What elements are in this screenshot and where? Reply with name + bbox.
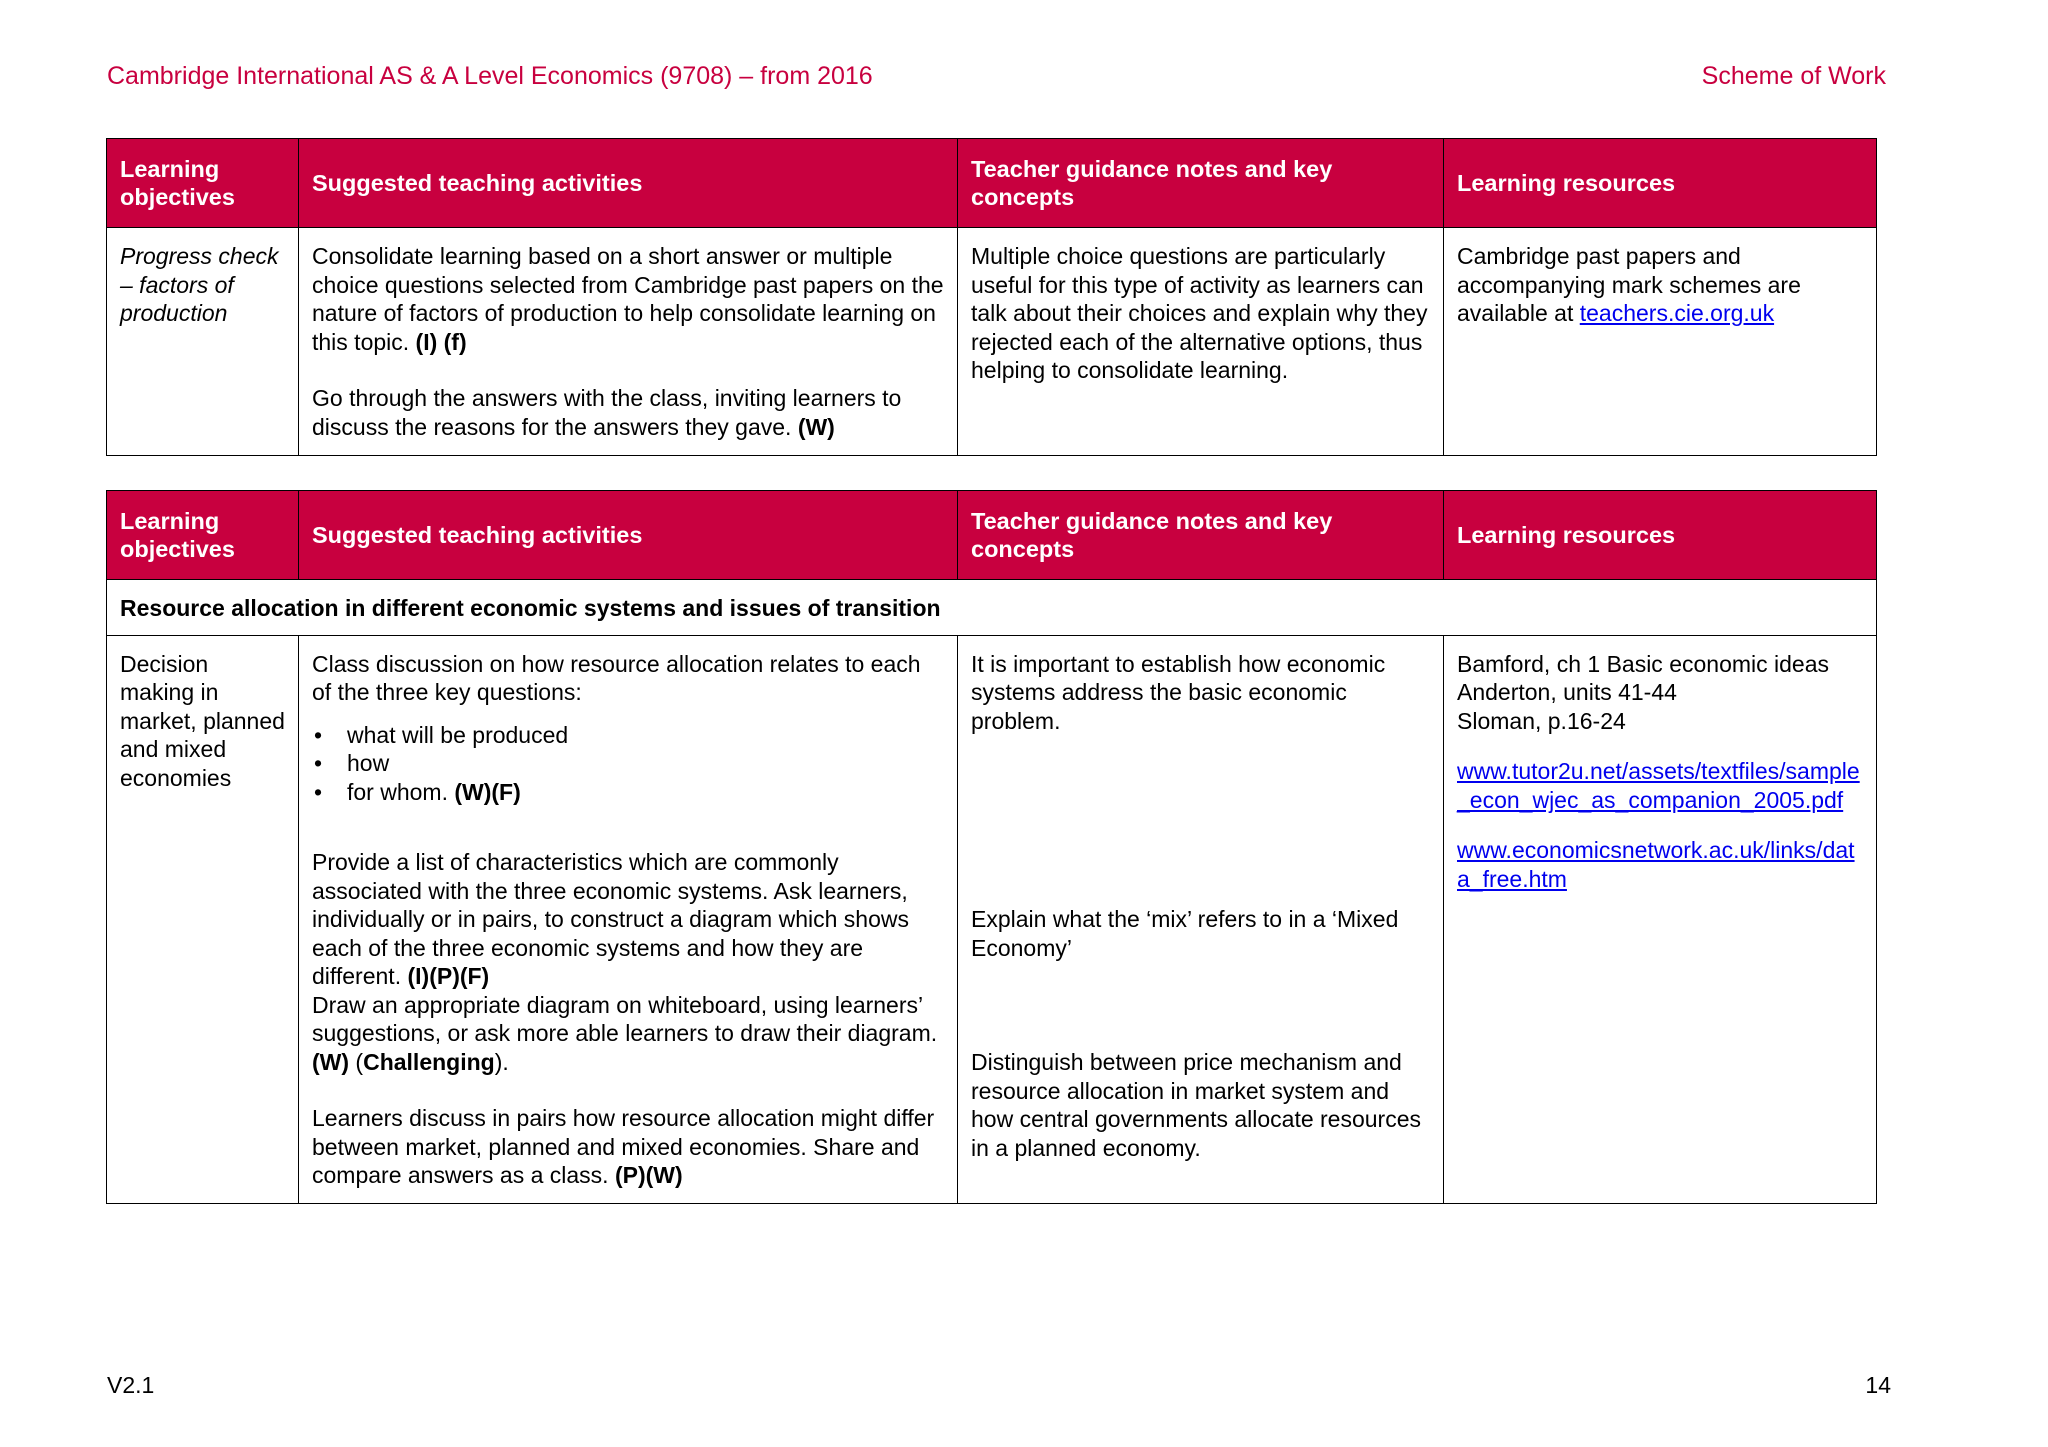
resource-line: Bamford, ch 1 Basic economic ideas [1457,650,1830,677]
resource-line: Sloman, p.16-24 [1457,707,1626,734]
table-row [107,228,1877,456]
guidance-notes-cell: Multiple choice questions are particularly useful for this type of activity as learners can talk about their choices and explain why they rejected each of the alternative options, thus helping to consolidate learning. [958,228,1444,456]
activity-tag: (W) [312,1048,350,1075]
table-header-row [107,139,1877,228]
learning-resources-cell [1444,635,1877,1203]
activity-text: Draw an appropriate diagram on whiteboard, using learners’ suggestions, or ask more able learners to draw their diagram. [312,991,938,1046]
activity-text: Go through the answers with the class, inviting learners to discuss the reasons for the answers they gave. [312,385,902,440]
list-item: • what will be produced [312,721,944,750]
activity-intro: Class discussion on how resource allocation relates to each of the three key questions: [312,650,921,705]
challenge-label: Challenging [363,1048,495,1075]
challenge-close: ). [494,1048,509,1075]
activity-tag: (P)(W) [614,1162,683,1188]
list-item [312,778,944,807]
header-guidance-notes: Teacher guidance notes and key concepts [958,139,1444,228]
guidance-text: Explain what the ‘mix’ refers to in a ‘Mixed Economy’ [971,906,1399,961]
resource-line: Anderton, units 41-44 [1457,679,1677,705]
scheme-table-progress-check [106,138,1877,456]
activity-tag: (I)(P)(F) [407,963,490,989]
activity-text: Consolidate learning based on a short answer or multiple choice questions selected from Cambridge past papers on the nature of factors of production to help consolidate learning on this topic. [312,243,944,355]
activity-tag: (I) (f) [415,328,467,355]
table-row [107,635,1877,1203]
table-header-row [107,491,1877,580]
page-number: 14 [1865,1372,1891,1398]
teaching-activities-cell [299,635,958,1203]
header-learning-objectives: Learning objectives [107,139,299,228]
scheme-table-resource-allocation [106,490,1877,1204]
header-learning-resources: Learning resources [1444,139,1877,228]
header-learning-objectives: Learning objectives [107,491,299,580]
teaching-activities-cell [299,228,958,456]
activity-text: Provide a list of characteristics which are commonly associated with the three economic systems. Ask learners, individually or in pairs, to construct a diagram which shows each of the three economic systems and how they are different. [312,849,909,989]
tutor2u-link[interactable]: www.tutor2u.net/assets/textfiles/sample_econ_wjec_as_companion_2005.pdf [1457,758,1860,813]
activity-tag: (W)(F) [454,778,521,805]
guidance-notes-cell [958,635,1444,1203]
guidance-text: It is important to establish how economic systems address the basic economic problem. [971,650,1386,734]
past-papers-link[interactable]: teachers.cie.org.uk [1579,300,1775,326]
list-item: • how [312,749,944,778]
guidance-text: Distinguish between price mechanism and resource allocation in market system and how central governments allocate resources in a planned economy. [971,1049,1422,1161]
key-questions-list [312,721,944,807]
learning-objective-cell: Decision making in market, planned and mixed economies [107,635,299,1203]
learning-resources-cell [1444,228,1877,456]
learning-objective-cell: Progress check – factors of production [107,228,299,456]
document-type: Scheme of Work [1701,62,1886,90]
activity-tag: (W) [797,413,835,440]
header-teaching-activities: Suggested teaching activities [299,491,958,580]
challenge-open: ( [355,1048,364,1075]
document-title: Cambridge International AS & A Level Economics (9708) – from 2016 [107,62,873,90]
section-title: Resource allocation in different economic systems and issues of transition [107,580,1877,636]
header-guidance-notes: Teacher guidance notes and key concepts [958,491,1444,580]
economics-network-link[interactable]: www.economicsnetwork.ac.uk/links/data_free.htm [1457,837,1855,892]
header-teaching-activities: Suggested teaching activities [299,139,958,228]
section-title-row [107,580,1877,636]
version-label: V2.1 [107,1372,155,1398]
header-learning-resources: Learning resources [1444,491,1877,580]
resource-text: Cambridge past papers and accompanying mark schemes are available at [1457,243,1801,326]
list-item-text: for whom. [347,778,448,805]
activity-text: Learners discuss in pairs how resource allocation might differ between market, planned and mixed economies. Share and compare answers as a class. [312,1105,935,1188]
